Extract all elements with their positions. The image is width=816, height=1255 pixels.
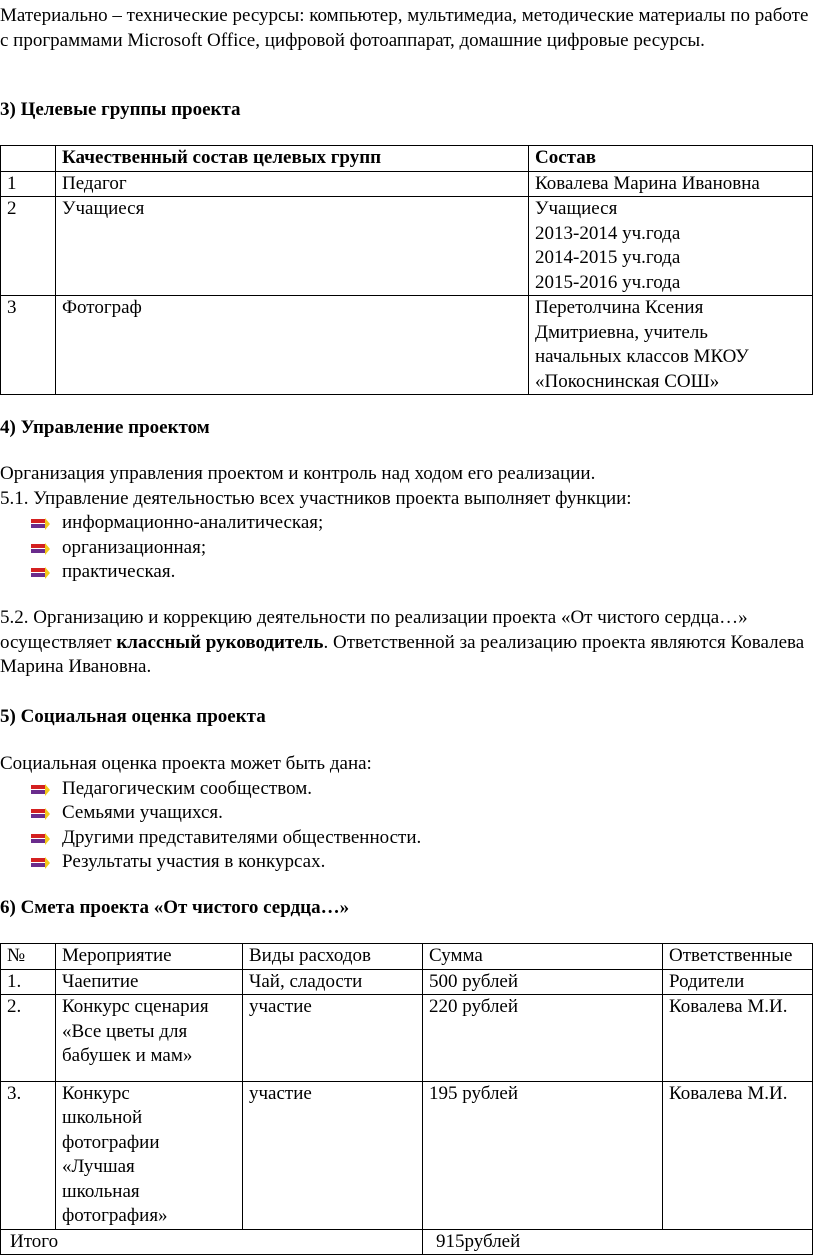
table-cell-event (56, 969, 243, 995)
member-line: Учащиеся (535, 198, 618, 219)
table-cell-num: 1 (1, 171, 56, 197)
table-header-row (1, 944, 813, 970)
total-sum-cell: 915рублей (423, 1229, 813, 1255)
section5-body (0, 752, 812, 875)
section4-heading: 4) Управление проектом (0, 417, 210, 438)
table-row (1, 1081, 813, 1229)
list-item (30, 536, 812, 561)
table-cell-num: 1. (1, 969, 56, 995)
event-line: бабушек и мам» (62, 1045, 193, 1066)
member-line: «Покоснинская СОШ» (535, 370, 720, 392)
budget-table (0, 943, 813, 1255)
table-cell-expense: Чай, сладости (243, 969, 423, 995)
pencil-bullet-icon (30, 807, 50, 821)
table-cell-expense: участие (243, 1081, 423, 1229)
paragraph-text: . Ответственной за реализацию проекта являются Ковалева Марина Ивановна. (0, 631, 805, 677)
table-row (1, 296, 813, 395)
list-item (30, 777, 812, 802)
pencil-bullet-icon (30, 566, 50, 580)
table-cell-sum: 220 рублей (423, 995, 663, 1082)
table-header-cell: Виды расходов (243, 944, 423, 970)
member-line: Перетолчина Ксения (535, 297, 704, 318)
member-line: Дмитриевна, учитель (535, 321, 708, 343)
table-header-cell: Мероприятие (56, 944, 243, 970)
list-item-text: Другими представителями общественности. (62, 826, 422, 848)
table-cell-group: Учащиеся (56, 197, 529, 296)
section3-heading: 3) Целевые группы проекта (0, 99, 241, 120)
list-item-text: Семьями учащихся. (62, 802, 223, 823)
table-header-cell: Сумма (423, 944, 663, 970)
event-line: Чаепитие (62, 970, 139, 992)
list-item (30, 511, 812, 536)
pencil-bullet-icon (30, 832, 50, 846)
table-cell-sum: 195 рублей (423, 1081, 663, 1229)
table-header-cell: Ответственные (663, 944, 813, 970)
list-item (30, 560, 812, 585)
table-cell-expense: участие (243, 995, 423, 1082)
table-header-cell: Качественный состав целевых групп (56, 146, 529, 172)
event-line: Конкурс сценария (62, 996, 209, 1017)
functions-list (0, 511, 812, 585)
table-cell-members (529, 171, 813, 197)
event-line: «Лучшая (62, 1156, 135, 1177)
member-line: Ковалева Марина Ивановна (535, 172, 760, 194)
table-cell-event (56, 1081, 243, 1229)
section4-line2: 5.1. Управление деятельностью всех участников проекта выполняет функции: (0, 487, 632, 509)
event-line: Конкурс (62, 1082, 130, 1104)
table-cell-num: 3 (1, 296, 56, 395)
list-item (30, 850, 812, 875)
section4-line1: Организация управления проектом и контроль над ходом его реализации. (0, 463, 596, 484)
table-cell-group: Педагог (56, 171, 529, 197)
table-row (1, 171, 813, 197)
member-line: 2013-2014 уч.года (535, 222, 681, 244)
section4-paragraph (0, 606, 812, 680)
paragraph-text: 5.2. Организацию и коррекцию деятельности по реализации проекта «От чистого сердца…» осуществляет (0, 607, 748, 653)
section6-heading: 6) Смета проекта «От чистого сердца…» (0, 897, 350, 918)
evaluation-list (0, 777, 812, 875)
total-label-cell: Итого (1, 1229, 423, 1255)
table-cell-num: 3. (1, 1081, 56, 1229)
table-row (1, 197, 813, 296)
table-cell-responsible: Ковалева М.И. (663, 1081, 813, 1229)
list-item-text: организационная; (62, 536, 207, 558)
section4-body (0, 462, 812, 585)
event-line: фотография» (62, 1205, 168, 1226)
event-line: фотографии (62, 1131, 160, 1153)
pencil-bullet-icon (30, 517, 50, 531)
list-item (30, 826, 812, 851)
table-header-row (1, 146, 813, 172)
section5-intro: Социальная оценка проекта может быть дана: (0, 753, 372, 774)
list-item-text: Педагогическим сообществом. (62, 777, 312, 799)
member-line: 2015-2016 уч.года (535, 271, 681, 293)
table-cell-num: 2 (1, 197, 56, 296)
table-cell-responsible: Родители (663, 969, 813, 995)
table-cell-members (529, 296, 813, 395)
list-item-text: практическая. (62, 561, 176, 582)
bold-term: классный руководитель (116, 631, 324, 653)
table-cell-event (56, 995, 243, 1082)
table-header-cell (1, 146, 56, 172)
intro-paragraph: Материально – технические ресурсы: компьютер, мультимедиа, методические материалы по работе с программами Microsoft Office, цифровой фотоаппарат, домашние цифровые ресурсы. (0, 5, 809, 51)
table-cell-members (529, 197, 813, 296)
event-line: «Все цветы для (62, 1020, 188, 1042)
list-item-text: Результаты участия в конкурсах. (62, 851, 326, 872)
total-row (1, 1229, 813, 1255)
table-cell-responsible: Ковалева М.И. (663, 995, 813, 1082)
pencil-bullet-icon (30, 856, 50, 870)
member-line: 2014-2015 уч.года (535, 247, 681, 268)
event-line: школьная (62, 1180, 140, 1202)
table-header-cell: Состав (529, 146, 813, 172)
table-header-cell: № (1, 944, 56, 970)
pencil-bullet-icon (30, 783, 50, 797)
table-cell-sum: 500 рублей (423, 969, 663, 995)
event-line: школьной (62, 1107, 143, 1128)
pencil-bullet-icon (30, 542, 50, 556)
section5-heading: 5) Социальная оценка проекта (0, 706, 266, 727)
table-row (1, 969, 813, 995)
member-line: начальных классов МКОУ (535, 346, 749, 367)
table-cell-group: Фотограф (56, 296, 529, 395)
list-item (30, 801, 812, 826)
target-groups-table (0, 145, 813, 395)
list-item-text: информационно-аналитическая; (62, 512, 324, 533)
table-cell-num: 2. (1, 995, 56, 1082)
table-row (1, 995, 813, 1082)
